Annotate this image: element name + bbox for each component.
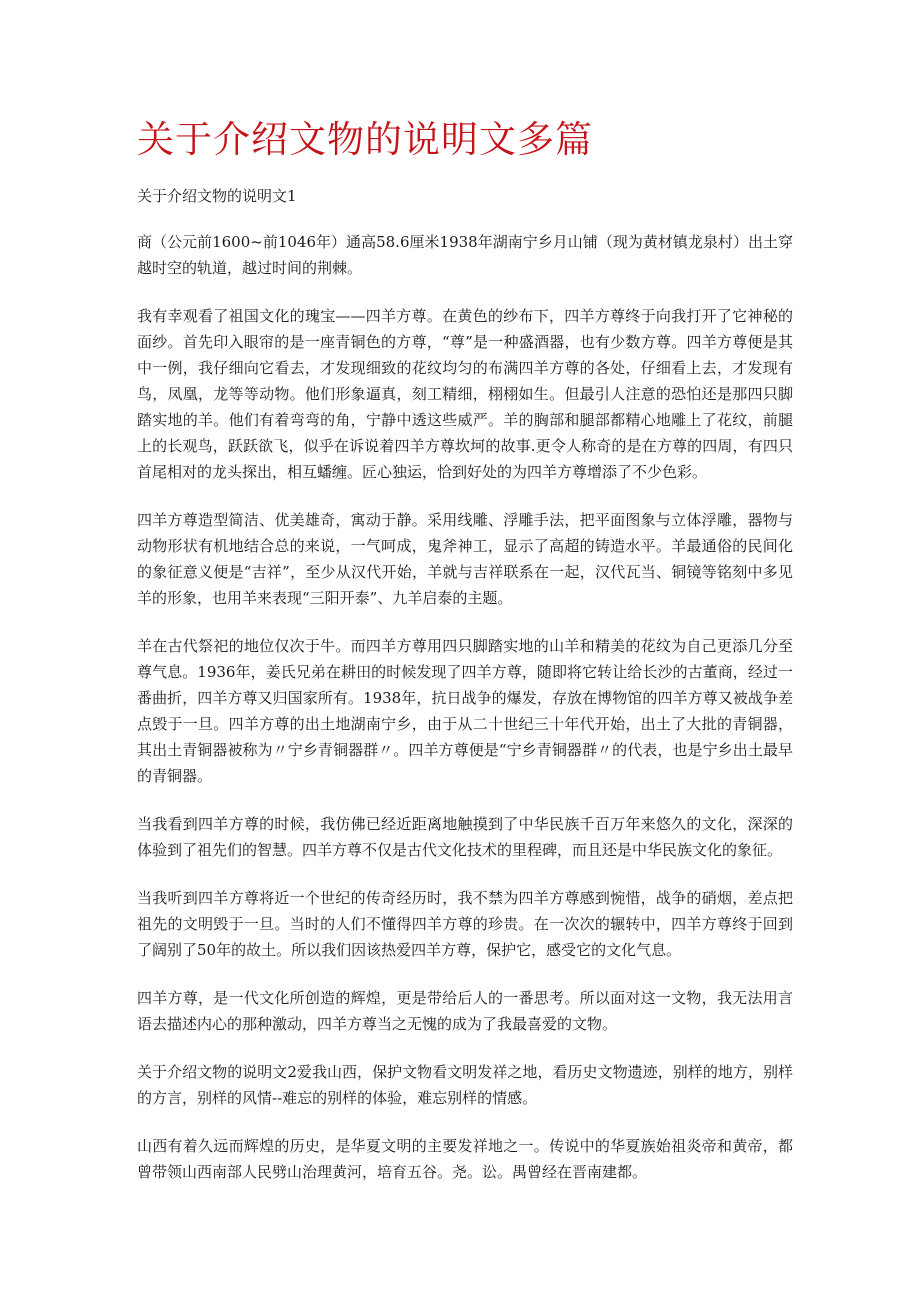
paragraph: 四羊方尊造型简洁、优美雄奇，寓动于静。采用线雕、浮雕手法，把平面图象与立体浮雕，器物与动物形状有机地结合总的来说，一气呵成，鬼斧神工，显示了高超的铸造水平。羊最通俗的民间化的象征意义便是“吉祥”，至少从汉代开始，羊就与吉祥联系在一起，汉代瓦当、铜镜等铭刻中多见羊的形象，也用羊来表现“三阳开泰”、九羊启泰的主题。 xyxy=(137,511,793,607)
document-body xyxy=(137,183,793,1207)
paragraph: 羊在古代祭祀的地位仅次于牛。而四羊方尊用四只脚踏实地的山羊和精美的花纹为自己更添几分至尊气息。1936年，姜氏兄弟在耕田的时候发现了四羊方尊，随即将它转让给长沙的古董商，经过一番曲折，四羊方尊又归国家所有。1938年，抗日战争的爆发，存放在博物馆的四羊方尊又被战争差点毁于一旦。四羊方尊的出土地湖南宁乡，由于从二十世纪三十年代开始，出土了大批的青铜器，其出土青铜器被称为〃宁乡青铜器群〃。四羊方尊便是“宁乡青铜器群〃的代表，也是宁乡出土最早的青铜器。 xyxy=(137,637,793,785)
section-heading-2-paragraph: 关于介绍文物的说明文2爱我山西，保护文物看文明发祥之地，看历史文物遗迹，别样的地方，别样的方言，别样的风情--难忘的别样的体验，难忘别样的情感。 xyxy=(137,1063,793,1107)
paragraph: 四羊方尊，是一代文化所创造的辉煌，更是带给后人的一番思考。所以面对这一文物，我无法用言语去描述内心的那种激动，四羊方尊当之无愧的成为了我最喜爱的文物。 xyxy=(137,989,793,1033)
paragraph: 当我看到四羊方尊的时候，我仿佛已经近距离地触摸到了中华民族千百万年来悠久的文化，深深的体验到了祖先们的智慧。四羊方尊不仅是古代文化技术的里程碑，而且还是中华民族文化的象征。 xyxy=(137,815,793,859)
document-title: 关于介绍文物的说明文多篇 xyxy=(137,118,593,161)
paragraph: 当我听到四羊方尊将近一个世纪的传奇经历时，我不禁为四羊方尊感到惋惜，战争的硝烟，差点把祖先的文明毁于一旦。当时的人们不懂得四羊方尊的珍贵。在一次次的辗转中，四羊方尊终于回到了阔别了50年的故土。所以我们因该热爱四羊方尊，保护它，感受它的文化气息。 xyxy=(137,889,793,959)
paragraph: 商（公元前1600~前1046年）通高58.6厘米1938年湖南宁乡月山铺（现为黄材镇龙泉村）出土穿越时空的轨道，越过时间的荆棘。 xyxy=(137,233,793,277)
paragraph: 山西有着久远而辉煌的历史，是华夏文明的主要发祥地之一。传说中的华夏族始祖炎帝和黄帝，都曾带领山西南部人民劈山治理黄河，培育五谷。尧。讼。禺曾经在晋南建都。 xyxy=(137,1137,793,1181)
paragraph: 我有幸观看了祖国文化的瑰宝——四羊方尊。在黄色的纱布下，四羊方尊终于向我打开了它神秘的面纱。首先印入眼帘的是一座青铜色的方尊，“尊”是一种盛酒器，也有少数方尊。四羊方尊便是其中一例，我仔细向它看去，才发现细致的花纹均匀的布满四羊方尊的各处，仔细看上去，才发现有鸟，凤凰，龙等等动物。他们形象逼真，刻工精细，栩栩如生。但最引人注意的恐怕还是那四只脚踏实地的羊。他们有着弯弯的角，宁静中透这些威严。羊的胸部和腿部都精心地雕上了花纹，前腿上的长观鸟，跃跃欲飞，似乎在诉说着四羊方尊坎坷的故事.更令人称奇的是在方尊的四周，有四只首尾相对的龙头探出，相互蟠缠。匠心独运，恰到好处的为四羊方尊增添了不少色彩。 xyxy=(137,307,793,481)
section-heading-1: 关于介绍文物的说明文1 xyxy=(137,187,297,205)
